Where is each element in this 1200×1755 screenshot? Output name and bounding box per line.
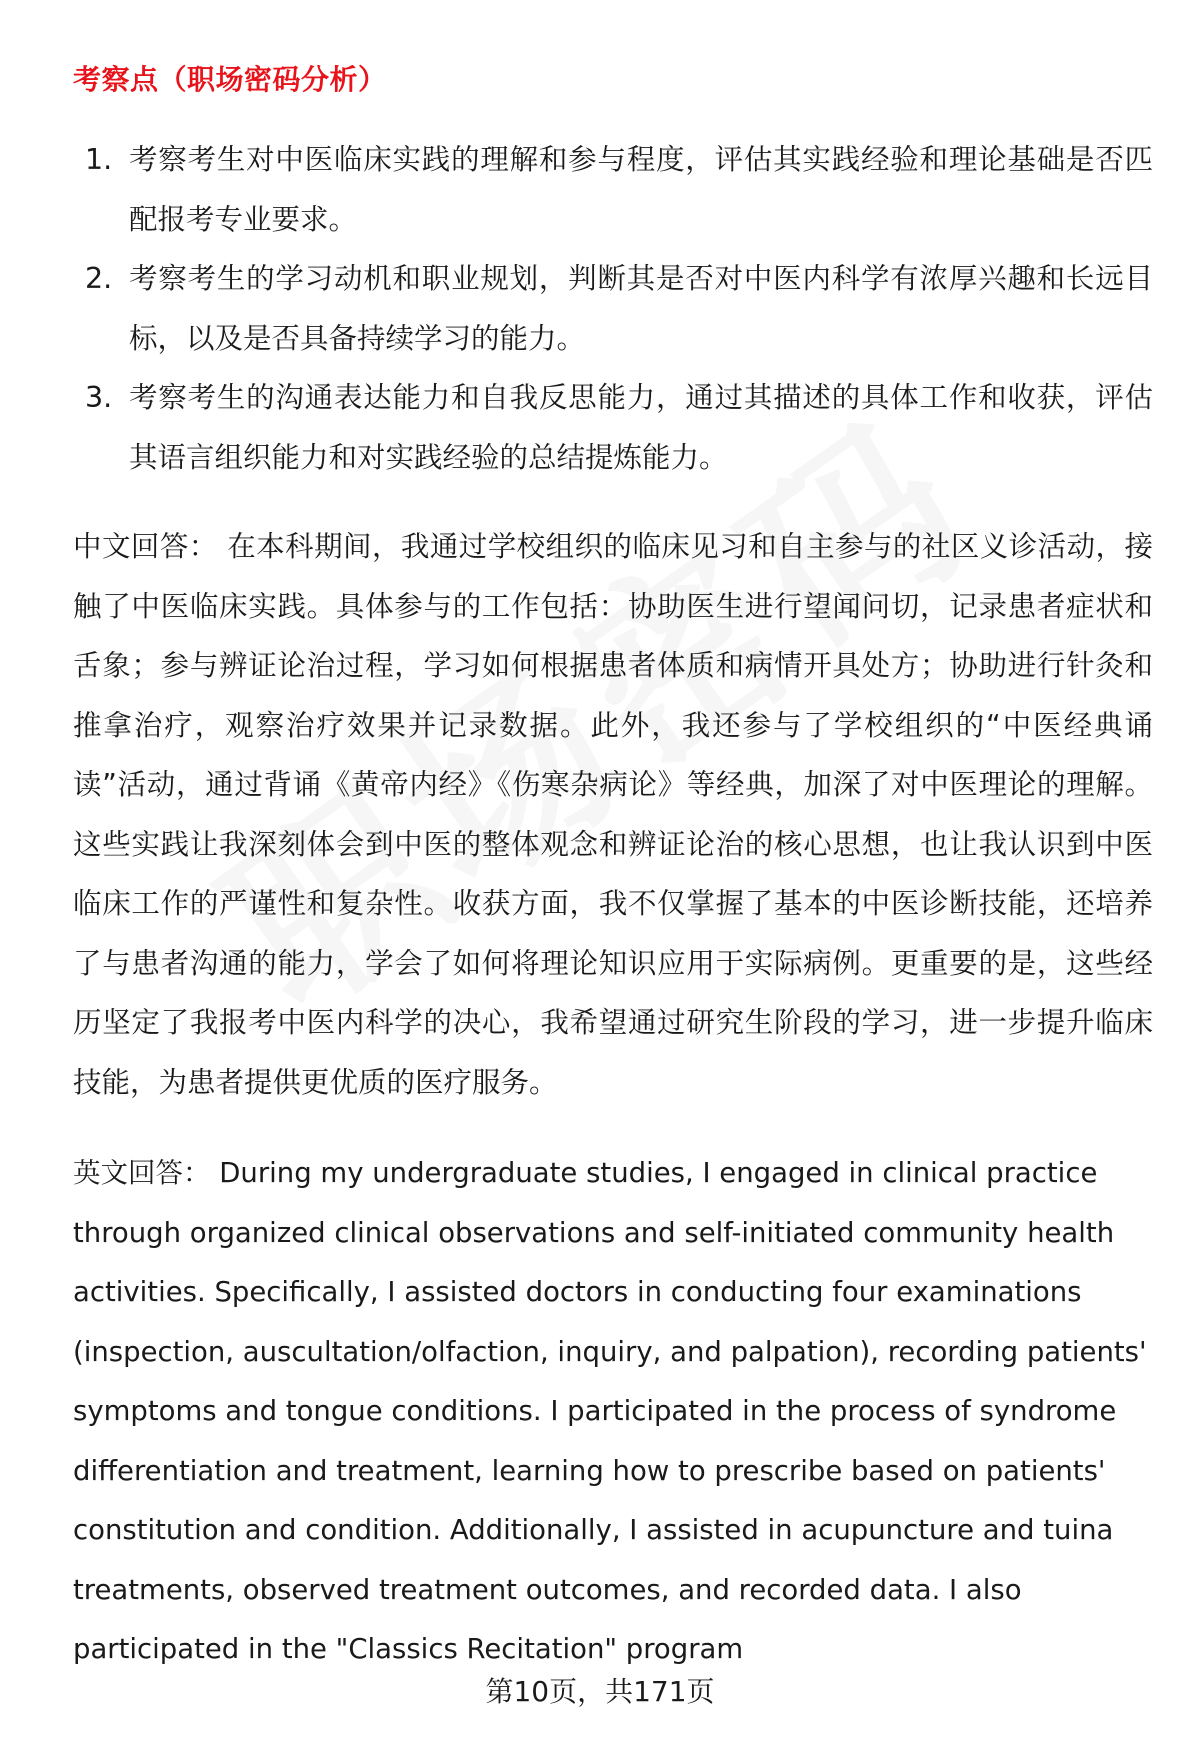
list-item-text: 考察考生对中医临床实践的理解和参与程度，评估其实践经验和理论基础是否匹配报考专业要求。 bbox=[129, 143, 1153, 236]
english-answer-paragraph bbox=[73, 1144, 1153, 1680]
chinese-answer-text: 在本科期间，我通过学校组织的临床见习和自主参与的社区义诊活动，接触了中医临床实践。具体参与的工作包括：协助医生进行望闻问切，记录患者症状和舌象；参与辨证论治过程，学习如何根据患者体质和病情开具处方；协助进行针灸和推拿治疗，观察治疗效果并记录数据。此外，我还参与了学校组织的“中医经典诵读”活动，通过背诵《黄帝内经》《伤寒杂病论》等经典，加深了对中医理论的理解。这些实践让我深刻体会到中医的整体观念和辨证论治的核心思想，也让我认识到中医临床工作的严谨性和复杂性。收获方面，我不仅掌握了基本的中医诊断技能，还培养了与患者沟通的能力，学会了如何将理论知识应用于实际病例。更重要的是，这些经历坚定了我报考中医内科学的决心，我希望通过研究生阶段的学习，进一步提升临床技能，为患者提供更优质的医疗服务。 bbox=[73, 530, 1153, 1099]
chinese-answer-label: 中文回答： bbox=[73, 530, 218, 563]
list-item bbox=[73, 130, 1153, 249]
list-item-number: 2. bbox=[85, 262, 113, 295]
list-item-number: 1. bbox=[85, 143, 113, 176]
page-number-footer: 第10页，共171页 bbox=[485, 1675, 715, 1708]
list-item-text: 考察考生的学习动机和职业规划，判断其是否对中医内科学有浓厚兴趣和长远目标，以及是否具备持续学习的能力。 bbox=[129, 262, 1153, 355]
list-item-text: 考察考生的沟通表达能力和自我反思能力，通过其描述的具体工作和收获，评估其语言组织能力和对实践经验的总结提炼能力。 bbox=[129, 381, 1153, 474]
chinese-answer-paragraph bbox=[73, 517, 1153, 1112]
list-item bbox=[73, 249, 1153, 368]
assessment-points-list bbox=[73, 130, 1153, 487]
english-answer-label: 英文回答： bbox=[73, 1157, 211, 1189]
list-item-number: 3. bbox=[85, 381, 113, 414]
section-heading: 考察点（职场密码分析） bbox=[73, 63, 387, 96]
list-item bbox=[73, 368, 1153, 487]
english-answer-text: During my undergraduate studies, I engaged in clinical practice through organized clinical observations and self-initiated community health activities. Specifically, I assisted doctors in conducting four examinations (inspection, auscultation/olfaction, inquiry, and palpation), recording patients' symptoms and tongue conditions. I participated in the process of syndrome differentiation and treatment, learning how to prescribe based on patients' constitution and condition. Additionally, I assisted in acupuncture and tuina treatments, observed treatment outcomes, and recorded data. I also participated in the "Classics Recitation" program bbox=[73, 1157, 1147, 1665]
